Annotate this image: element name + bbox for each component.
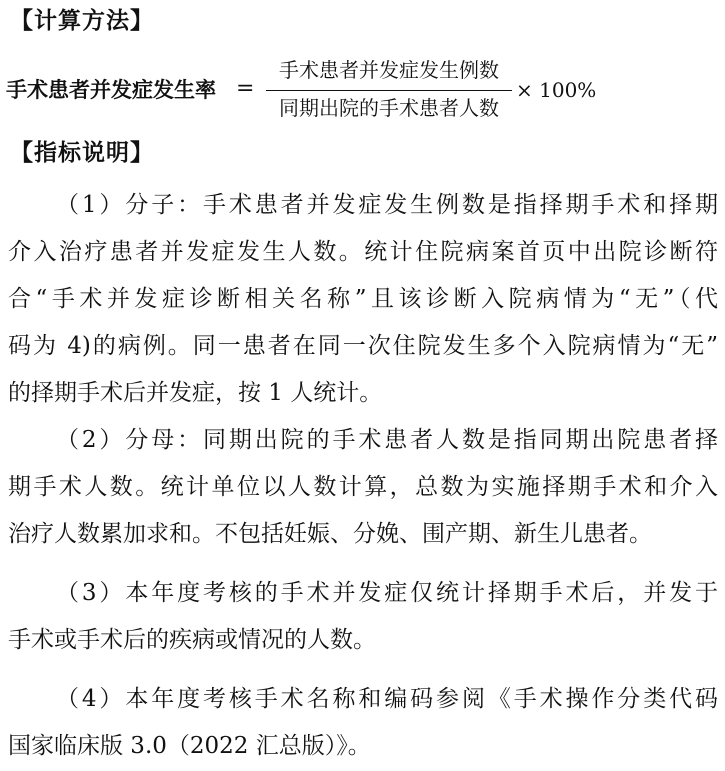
paragraph-2-line: （2）分母：同期出院的手术患者人数是指同期出院患者择	[56, 427, 718, 453]
paragraph-2-line: 期手术人数。统计单位以人数计算，总数为实施择期手术和介入	[8, 474, 718, 500]
paragraph-1-line: （1）分子：手术患者并发症发生例数是指择期手术和择期	[56, 192, 718, 218]
formula-equals: =	[236, 76, 255, 101]
rate-formula	[6, 56, 706, 126]
paragraph-1-line: 介入治疗患者并发症发生人数。统计住院病案首页中出院诊断符	[8, 239, 718, 265]
calculation-method-heading: 【计算方法】	[10, 8, 154, 34]
paragraph-1-line: 码为 4)的病例。同一患者在同一次住院发生多个入院病情为“无”	[8, 333, 718, 359]
paragraph-4-line: 国家临床版 3.0（2022 汇总版）》。	[8, 733, 371, 759]
formula-numerator: 手术患者并发症发生例数	[279, 58, 499, 82]
paragraph-4-line: （4）本年度考核手术名称和编码参阅《手术操作分类代码	[56, 686, 718, 712]
formula-denominator: 同期出院的手术患者人数	[279, 96, 499, 120]
indicator-explanation-heading: 【指标说明】	[10, 140, 154, 166]
formula-multiplier: × 100%	[516, 78, 597, 102]
formula-name: 手术患者并发症发生率	[6, 78, 216, 102]
paragraph-2-line: 治疗人数累加求和。不包括妊娠、分娩、围产期、新生儿患者。	[8, 521, 652, 547]
paragraph-3-line: 手术或手术后的疾病或情况的人数。	[8, 627, 376, 653]
paragraph-3-line: （3）本年度考核的手术并发症仅统计择期手术后，并发于	[56, 580, 718, 606]
formula-fraction	[264, 56, 514, 126]
paragraph-1-line: 合“手术并发症诊断相关名称”且该诊断入院病情为“无”（代	[8, 286, 718, 312]
paragraph-1-line: 的择期手术后并发症，按 1 人统计。	[8, 380, 383, 406]
fraction-bar	[266, 90, 512, 91]
